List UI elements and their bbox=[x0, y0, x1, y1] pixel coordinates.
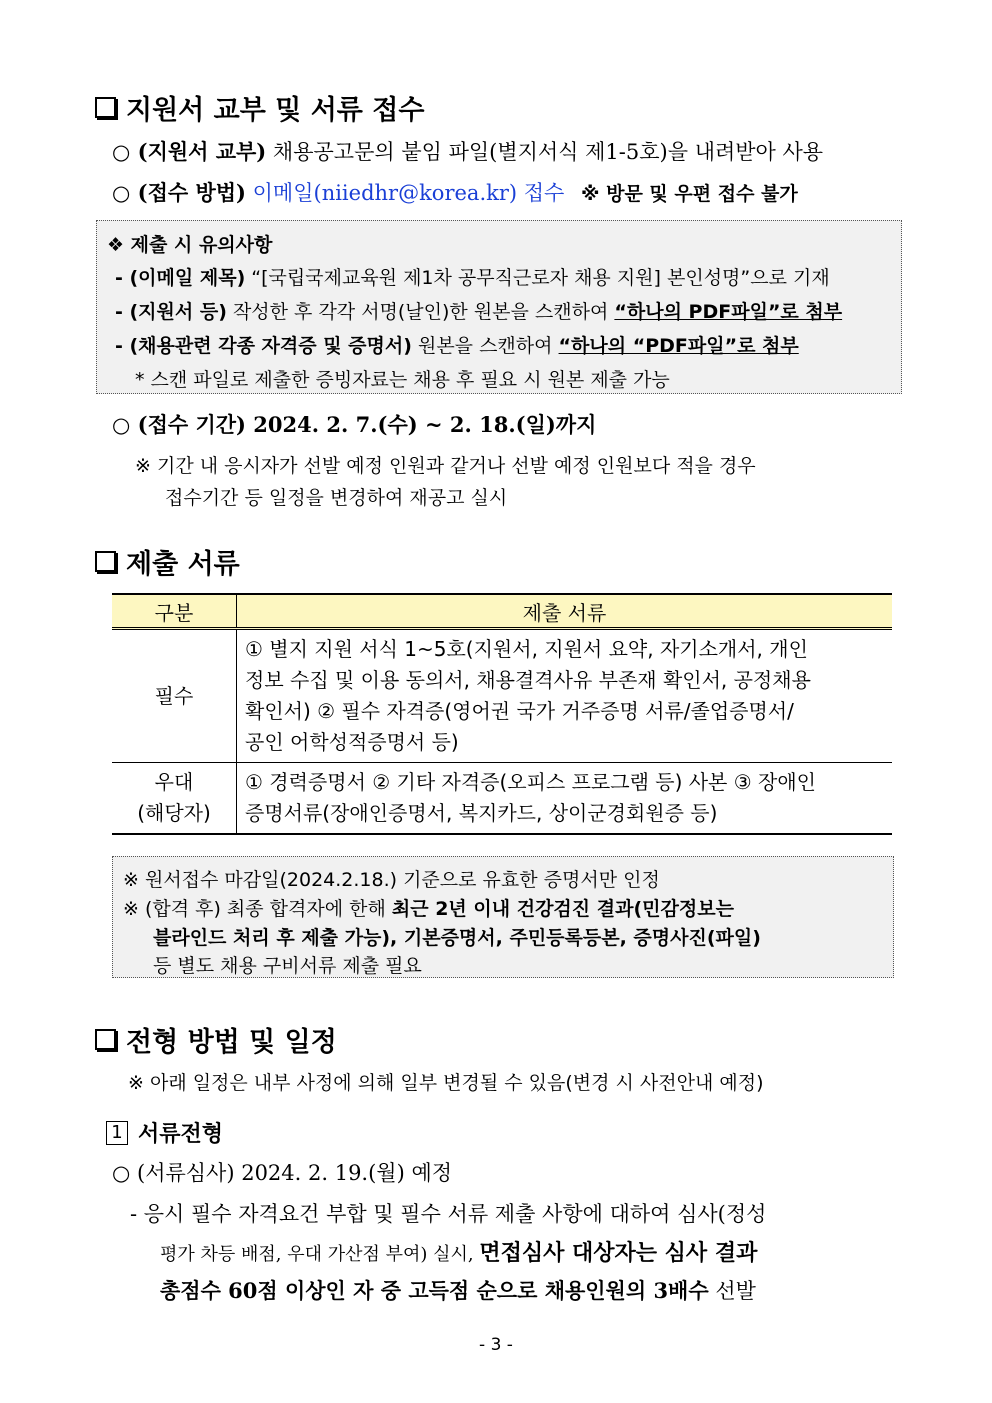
review-line2: 평가 차등 배점, 우대 가산점 부여) 실시, 면접심사 대상자는 심사 결과 bbox=[160, 1240, 758, 1266]
notice-line-scan: * 스캔 파일로 제출한 증빙자료는 채용 후 필요 시 원본 제출 가능 bbox=[135, 369, 670, 391]
section-heading-selection: 전형 방법 및 일정 bbox=[95, 1020, 337, 1059]
documents-note-line1: ※ 원서접수 마감일(2024.2.18.) 기준으로 유효한 증명서만 인정 bbox=[123, 869, 660, 891]
notice-line-application: - (지원서 등) 작성한 후 각각 서명(날인)한 원본을 스캔하여 “하나의 PDF파일”로 첨부 bbox=[115, 301, 843, 323]
notice-title: ❖ 제출 시 유의사항 bbox=[107, 234, 273, 256]
table-row bbox=[112, 629, 892, 763]
table-header-documents: 제출 서류 bbox=[237, 594, 893, 629]
checkbox-square-icon bbox=[95, 1029, 116, 1050]
schedule-note: ※ 아래 일정은 내부 사정에 의해 일부 변경될 수 있음(변경 시 사전안내 예정) bbox=[128, 1072, 764, 1094]
row-docs-required: ① 별지 지원 서식 1~5호(지원서, 지원서 요약, 자기소개서, 개인 정보 수집 및 이용 동의서, 채용결격사유 부존재 확인서, 공정채용 확인서) ② 필수 자격증(영어권 국가 거주증명 서류/졸업증명서/ 공인 어학성적증명서 등) bbox=[237, 629, 893, 763]
checkbox-square-icon bbox=[95, 551, 116, 572]
checkbox-square-icon bbox=[95, 97, 116, 118]
email-address: 이메일(niiedhr@korea.kr) 접수 bbox=[245, 181, 565, 205]
notice-line-certificates: - (채용관련 각종 자격증 및 증명서) 원본을 스캔하여 “하나의 “PDF파일”로 첨부 bbox=[115, 335, 799, 357]
notice-line-email-subject: - (이메일 제목) “[국립국제교육원 제1차 공무직근로자 채용 지원] 본인성명”으로 기재 bbox=[115, 267, 830, 289]
table-header-category: 구분 bbox=[112, 594, 237, 629]
period-note-line2: 접수기간 등 일정을 변경하여 재공고 실시 bbox=[165, 487, 508, 509]
step-title: 서류전형 bbox=[138, 1122, 224, 1147]
documents-note-line2: ※ (합격 후) 최종 합격자에 한해 최근 2년 이내 건강검진 결과(민감정보는 bbox=[123, 898, 734, 920]
row-docs-preferred: ① 경력증명서 ② 기타 자격증(오피스 프로그램 등) 사본 ③ 장애인 증명서류(장애인증명서, 복지카드, 상이군경회원증 등) bbox=[237, 763, 893, 835]
bullet-application-form: ○ (지원서 교부) 채용공고문의 붙임 파일(별지서식 제1-5호)을 내려받아 사용 bbox=[112, 139, 824, 164]
section-heading-application: 지원서 교부 및 서류 접수 bbox=[95, 88, 424, 127]
review-line1: - 응시 필수 자격요건 부합 및 필수 서류 제출 사항에 대하여 심사(정성 bbox=[130, 1202, 767, 1226]
documents-note-box bbox=[112, 856, 894, 978]
step-document-screening bbox=[106, 1117, 223, 1148]
documents-note-line4: 등 별도 채용 구비서류 제출 필요 bbox=[153, 955, 422, 977]
bullet-submission-period: ○ (접수 기간) 2024. 2. 7.(수) ~ 2. 18.(일)까지 bbox=[112, 412, 597, 437]
table-row bbox=[112, 763, 892, 835]
bullet-document-review: ○ (서류심사) 2024. 2. 19.(월) 예정 bbox=[112, 1161, 453, 1185]
required-documents-table bbox=[112, 593, 892, 835]
page-number: - 3 - bbox=[479, 1335, 513, 1355]
row-label-preferred: 우대 (해당자) bbox=[112, 763, 237, 835]
documents-note-line3: 블라인드 처리 후 제출 가능), 기본증명서, 주민등록등본, 증명사진(파일) bbox=[153, 927, 761, 949]
bullet-submission-method: ○ (접수 방법) 이메일(niiedhr@korea.kr) 접수 ※ 방문 및 우편 접수 불가 bbox=[112, 180, 798, 205]
table-header-row bbox=[112, 594, 892, 629]
submission-notice-box bbox=[96, 220, 902, 394]
period-note-line1: ※ 기간 내 응시자가 선발 예정 인원과 같거나 선발 예정 인원보다 적을 경우 bbox=[135, 455, 756, 477]
review-line3: 총점수 60점 이상인 자 중 고득점 순으로 채용인원의 3배수 선발 bbox=[160, 1278, 756, 1303]
step-number: 1 bbox=[106, 1121, 128, 1145]
row-label-required: 필수 bbox=[112, 629, 237, 763]
section-heading-documents: 제출 서류 bbox=[95, 542, 240, 581]
